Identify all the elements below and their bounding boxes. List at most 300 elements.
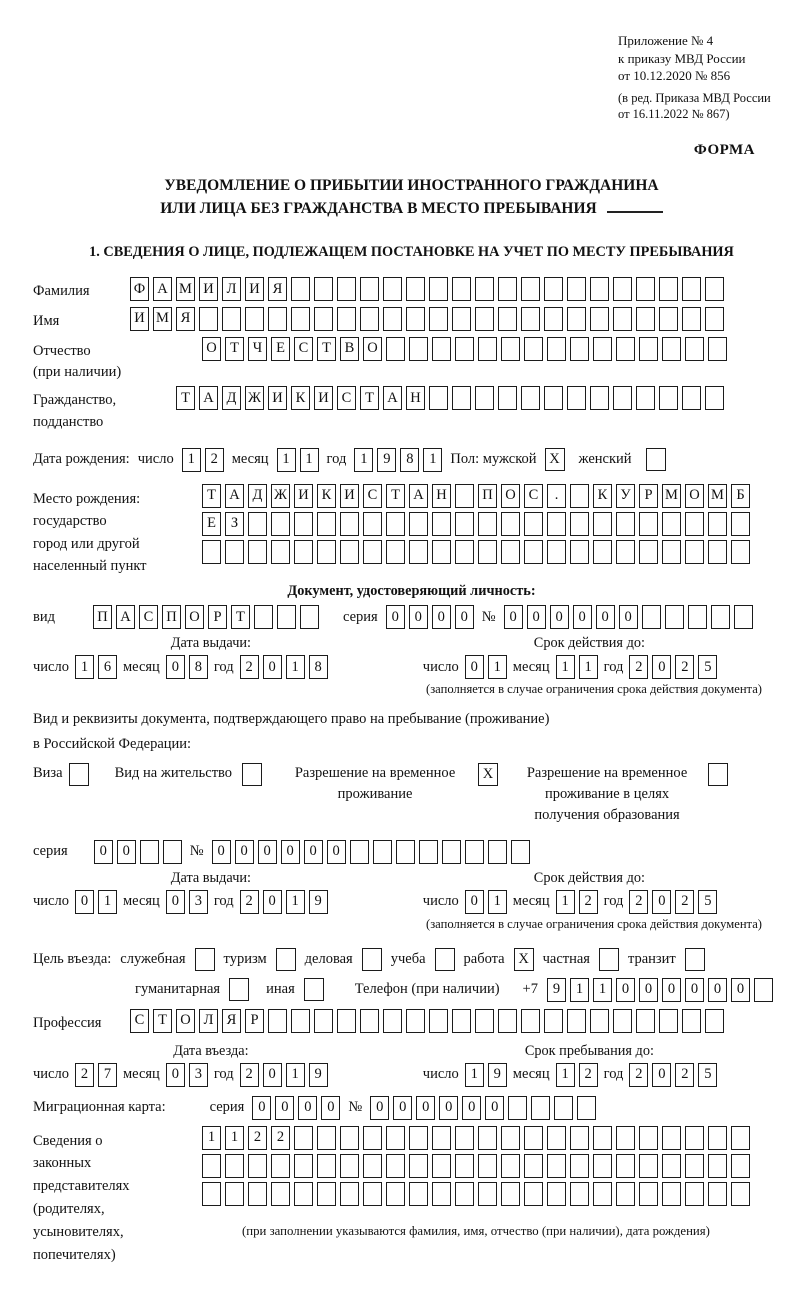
char-cell[interactable] [708,512,727,536]
char-cell[interactable] [708,1126,727,1150]
purpose-private-checkbox[interactable] [599,948,619,971]
char-cell[interactable] [363,1154,382,1178]
char-cell[interactable] [705,307,724,331]
char-cell[interactable]: 0 [304,840,323,864]
char-cell[interactable]: С [139,605,158,629]
char-cell[interactable] [665,605,684,629]
char-cell[interactable] [593,337,612,361]
res-number-boxes[interactable] [212,840,530,864]
char-cell[interactable]: С [130,1009,149,1033]
char-cell[interactable]: Т [386,484,405,508]
char-cell[interactable] [271,540,290,564]
char-cell[interactable]: 0 [550,605,569,629]
char-cell[interactable] [662,1126,681,1150]
char-cell[interactable]: А [116,605,135,629]
char-cell[interactable] [705,386,724,410]
char-cell[interactable]: 9 [488,1063,507,1087]
char-cell[interactable] [590,307,609,331]
char-cell[interactable] [225,540,244,564]
char-cell[interactable]: Т [176,386,195,410]
char-cell[interactable]: 2 [240,890,259,914]
char-cell[interactable] [455,1154,474,1178]
citizenship-boxes[interactable] [176,386,724,410]
patronymic-boxes[interactable] [202,337,727,361]
char-cell[interactable]: 1 [488,890,507,914]
char-cell[interactable] [277,605,296,629]
char-cell[interactable] [708,1182,727,1206]
char-cell[interactable] [386,1154,405,1178]
char-cell[interactable] [593,540,612,564]
char-cell[interactable]: 0 [212,840,231,864]
char-cell[interactable]: 0 [639,978,658,1002]
char-cell[interactable]: 1 [202,1126,221,1150]
char-cell[interactable] [248,540,267,564]
char-cell[interactable]: У [616,484,635,508]
char-cell[interactable] [636,386,655,410]
char-cell[interactable] [268,307,287,331]
char-cell[interactable] [567,307,586,331]
char-cell[interactable] [616,540,635,564]
char-cell[interactable] [419,840,438,864]
char-cell[interactable] [708,540,727,564]
char-cell[interactable] [590,386,609,410]
temp-residence-edu-checkbox[interactable] [708,763,728,786]
char-cell[interactable]: К [593,484,612,508]
char-cell[interactable]: М [153,307,172,331]
purpose-study-checkbox[interactable] [435,948,455,971]
char-cell[interactable] [245,307,264,331]
char-cell[interactable] [314,307,333,331]
char-cell[interactable]: 0 [298,1096,317,1120]
char-cell[interactable]: 1 [423,448,442,472]
birth-place-line1-boxes[interactable] [202,484,750,508]
given-name-boxes[interactable] [130,307,724,331]
char-cell[interactable]: О [685,484,704,508]
char-cell[interactable] [554,1096,573,1120]
char-cell[interactable]: Т [317,337,336,361]
char-cell[interactable] [705,1009,724,1033]
char-cell[interactable] [248,1154,267,1178]
char-cell[interactable] [498,277,517,301]
char-cell[interactable]: 0 [263,1063,282,1087]
purpose-transit-checkbox[interactable] [685,948,705,971]
mc-series-boxes[interactable] [252,1096,340,1120]
char-cell[interactable] [478,540,497,564]
char-cell[interactable] [452,277,471,301]
char-cell[interactable] [688,605,707,629]
doc-expiry-year-boxes[interactable] [629,655,717,679]
char-cell[interactable] [294,512,313,536]
char-cell[interactable] [268,1009,287,1033]
char-cell[interactable] [498,386,517,410]
char-cell[interactable] [337,277,356,301]
char-cell[interactable]: Ч [248,337,267,361]
char-cell[interactable] [731,1126,750,1150]
char-cell[interactable]: М [662,484,681,508]
char-cell[interactable] [248,1182,267,1206]
char-cell[interactable] [685,337,704,361]
char-cell[interactable]: 2 [675,1063,694,1087]
res-expiry-year-boxes[interactable] [629,890,717,914]
doc-number-boxes[interactable] [504,605,753,629]
char-cell[interactable]: М [176,277,195,301]
char-cell[interactable] [593,1126,612,1150]
char-cell[interactable]: 0 [117,840,136,864]
char-cell[interactable]: 0 [455,605,474,629]
char-cell[interactable] [501,1154,520,1178]
char-cell[interactable]: 2 [75,1063,94,1087]
char-cell[interactable]: 0 [662,978,681,1002]
char-cell[interactable]: 1 [286,655,305,679]
doc-expiry-month-boxes[interactable] [556,655,598,679]
char-cell[interactable]: Я [222,1009,241,1033]
char-cell[interactable] [590,1009,609,1033]
char-cell[interactable]: 2 [579,1063,598,1087]
char-cell[interactable]: 0 [652,890,671,914]
char-cell[interactable]: 2 [205,448,224,472]
char-cell[interactable]: 1 [286,890,305,914]
char-cell[interactable]: 2 [579,890,598,914]
purpose-other-checkbox[interactable] [304,978,324,1001]
char-cell[interactable] [524,512,543,536]
legal-reps-line2-boxes[interactable] [202,1154,750,1178]
char-cell[interactable] [455,540,474,564]
char-cell[interactable] [271,1182,290,1206]
char-cell[interactable] [360,277,379,301]
char-cell[interactable] [682,307,701,331]
char-cell[interactable]: 1 [593,978,612,1002]
char-cell[interactable]: 0 [263,655,282,679]
char-cell[interactable]: Ф [130,277,149,301]
char-cell[interactable] [432,540,451,564]
char-cell[interactable] [475,1009,494,1033]
char-cell[interactable]: 0 [94,840,113,864]
char-cell[interactable] [616,1182,635,1206]
char-cell[interactable] [547,337,566,361]
char-cell[interactable] [360,1009,379,1033]
char-cell[interactable] [475,277,494,301]
char-cell[interactable]: 9 [377,448,396,472]
char-cell[interactable]: 0 [281,840,300,864]
sex-male-checkbox[interactable]: X [545,448,565,471]
legal-reps-line3-boxes[interactable] [202,1182,750,1206]
char-cell[interactable] [432,1154,451,1178]
char-cell[interactable] [478,512,497,536]
char-cell[interactable] [521,307,540,331]
char-cell[interactable]: 0 [386,605,405,629]
residence-permit-checkbox[interactable] [242,763,262,786]
char-cell[interactable]: 0 [327,840,346,864]
char-cell[interactable]: 0 [166,890,185,914]
char-cell[interactable]: 1 [300,448,319,472]
char-cell[interactable]: Т [231,605,250,629]
char-cell[interactable]: 0 [596,605,615,629]
char-cell[interactable] [317,1126,336,1150]
char-cell[interactable] [455,1182,474,1206]
char-cell[interactable] [570,540,589,564]
char-cell[interactable]: 1 [225,1126,244,1150]
char-cell[interactable]: П [478,484,497,508]
char-cell[interactable] [409,337,428,361]
char-cell[interactable] [340,1154,359,1178]
char-cell[interactable]: 1 [488,655,507,679]
doc-issue-month-boxes[interactable] [166,655,208,679]
char-cell[interactable] [501,540,520,564]
char-cell[interactable]: 5 [698,890,717,914]
char-cell[interactable]: 0 [275,1096,294,1120]
char-cell[interactable] [455,337,474,361]
char-cell[interactable] [544,1009,563,1033]
char-cell[interactable] [731,512,750,536]
doc-series-boxes[interactable] [386,605,474,629]
char-cell[interactable] [478,1154,497,1178]
char-cell[interactable] [570,337,589,361]
char-cell[interactable]: 9 [547,978,566,1002]
doc-expiry-day-boxes[interactable] [465,655,507,679]
char-cell[interactable] [475,386,494,410]
char-cell[interactable] [659,277,678,301]
char-cell[interactable] [662,512,681,536]
char-cell[interactable] [498,1009,517,1033]
char-cell[interactable]: Т [225,337,244,361]
char-cell[interactable]: 1 [556,890,575,914]
char-cell[interactable] [317,1182,336,1206]
char-cell[interactable]: И [199,277,218,301]
char-cell[interactable] [452,386,471,410]
char-cell[interactable]: Е [202,512,221,536]
char-cell[interactable] [567,386,586,410]
char-cell[interactable]: 0 [393,1096,412,1120]
char-cell[interactable] [373,840,392,864]
char-cell[interactable]: О [176,1009,195,1033]
char-cell[interactable] [613,277,632,301]
char-cell[interactable]: С [294,337,313,361]
char-cell[interactable]: 0 [485,1096,504,1120]
char-cell[interactable]: Ж [271,484,290,508]
char-cell[interactable] [291,307,310,331]
char-cell[interactable]: 0 [616,978,635,1002]
char-cell[interactable] [199,307,218,331]
char-cell[interactable]: 1 [556,655,575,679]
char-cell[interactable] [442,840,461,864]
char-cell[interactable] [488,840,507,864]
doc-issue-year-boxes[interactable] [240,655,328,679]
char-cell[interactable] [685,512,704,536]
char-cell[interactable] [662,337,681,361]
res-issue-day-boxes[interactable] [75,890,117,914]
char-cell[interactable] [291,277,310,301]
char-cell[interactable]: О [501,484,520,508]
res-expiry-day-boxes[interactable] [465,890,507,914]
char-cell[interactable]: 2 [675,890,694,914]
char-cell[interactable] [734,605,753,629]
char-cell[interactable] [300,605,319,629]
char-cell[interactable]: 0 [731,978,750,1002]
char-cell[interactable] [409,1154,428,1178]
char-cell[interactable]: К [317,484,336,508]
char-cell[interactable]: 0 [465,655,484,679]
char-cell[interactable]: 0 [652,1063,671,1087]
char-cell[interactable]: 2 [629,1063,648,1087]
char-cell[interactable] [659,386,678,410]
char-cell[interactable] [524,337,543,361]
char-cell[interactable] [383,277,402,301]
char-cell[interactable] [350,840,369,864]
char-cell[interactable]: Б [731,484,750,508]
entry-day-boxes[interactable] [75,1063,117,1087]
char-cell[interactable]: А [409,484,428,508]
char-cell[interactable]: 0 [416,1096,435,1120]
char-cell[interactable] [593,512,612,536]
char-cell[interactable] [544,277,563,301]
char-cell[interactable] [524,540,543,564]
char-cell[interactable] [616,337,635,361]
char-cell[interactable]: 6 [98,655,117,679]
char-cell[interactable] [567,1009,586,1033]
char-cell[interactable] [708,337,727,361]
char-cell[interactable] [754,978,773,1002]
char-cell[interactable] [452,1009,471,1033]
char-cell[interactable] [731,1154,750,1178]
char-cell[interactable] [475,307,494,331]
char-cell[interactable]: И [294,484,313,508]
char-cell[interactable] [429,386,448,410]
char-cell[interactable]: А [153,277,172,301]
char-cell[interactable] [294,1126,313,1150]
char-cell[interactable] [639,1126,658,1150]
char-cell[interactable] [432,337,451,361]
char-cell[interactable]: 2 [271,1126,290,1150]
char-cell[interactable] [531,1096,550,1120]
char-cell[interactable] [685,1126,704,1150]
char-cell[interactable] [544,307,563,331]
char-cell[interactable]: 1 [277,448,296,472]
char-cell[interactable]: Я [176,307,195,331]
purpose-humanitarian-checkbox[interactable] [229,978,249,1001]
char-cell[interactable] [202,540,221,564]
char-cell[interactable]: 1 [286,1063,305,1087]
char-cell[interactable]: 5 [698,1063,717,1087]
char-cell[interactable]: Е [271,337,290,361]
char-cell[interactable] [508,1096,527,1120]
char-cell[interactable]: 5 [698,655,717,679]
char-cell[interactable] [613,386,632,410]
char-cell[interactable] [409,512,428,536]
char-cell[interactable] [570,484,589,508]
char-cell[interactable]: Т [360,386,379,410]
char-cell[interactable] [682,277,701,301]
char-cell[interactable] [662,1154,681,1178]
char-cell[interactable] [406,307,425,331]
char-cell[interactable] [271,1154,290,1178]
char-cell[interactable]: 8 [309,655,328,679]
char-cell[interactable]: 0 [75,890,94,914]
purpose-official-checkbox[interactable] [195,948,215,971]
char-cell[interactable] [409,1182,428,1206]
char-cell[interactable] [708,1154,727,1178]
res-expiry-month-boxes[interactable] [556,890,598,914]
char-cell[interactable] [383,1009,402,1033]
char-cell[interactable]: 9 [309,1063,328,1087]
entry-year-boxes[interactable] [240,1063,328,1087]
char-cell[interactable] [340,1182,359,1206]
char-cell[interactable]: 0 [573,605,592,629]
char-cell[interactable]: М [708,484,727,508]
char-cell[interactable] [406,1009,425,1033]
char-cell[interactable] [547,512,566,536]
visa-checkbox[interactable] [69,763,89,786]
char-cell[interactable]: Д [248,484,267,508]
char-cell[interactable] [163,840,182,864]
char-cell[interactable] [685,540,704,564]
char-cell[interactable]: 9 [309,890,328,914]
char-cell[interactable]: О [202,337,221,361]
char-cell[interactable] [409,1126,428,1150]
char-cell[interactable] [429,307,448,331]
char-cell[interactable] [340,512,359,536]
char-cell[interactable] [636,277,655,301]
char-cell[interactable] [524,1182,543,1206]
char-cell[interactable]: С [363,484,382,508]
char-cell[interactable] [682,1009,701,1033]
char-cell[interactable] [570,1126,589,1150]
char-cell[interactable] [363,540,382,564]
char-cell[interactable] [363,512,382,536]
char-cell[interactable] [225,1154,244,1178]
char-cell[interactable] [616,1126,635,1150]
surname-boxes[interactable] [130,277,724,301]
char-cell[interactable] [639,1182,658,1206]
char-cell[interactable]: 0 [462,1096,481,1120]
char-cell[interactable] [501,1182,520,1206]
char-cell[interactable]: Я [268,277,287,301]
char-cell[interactable] [248,512,267,536]
char-cell[interactable] [613,1009,632,1033]
char-cell[interactable]: 0 [527,605,546,629]
char-cell[interactable] [524,1154,543,1178]
char-cell[interactable] [521,386,540,410]
char-cell[interactable]: 1 [556,1063,575,1087]
purpose-work-checkbox[interactable]: X [514,948,534,971]
char-cell[interactable] [567,277,586,301]
char-cell[interactable]: И [314,386,333,410]
char-cell[interactable] [636,307,655,331]
phone-boxes[interactable] [547,978,773,1002]
char-cell[interactable] [478,1182,497,1206]
char-cell[interactable] [337,1009,356,1033]
char-cell[interactable] [432,512,451,536]
char-cell[interactable] [455,484,474,508]
legal-reps-line1-boxes[interactable] [202,1126,750,1150]
char-cell[interactable] [294,540,313,564]
doc-issue-day-boxes[interactable] [75,655,117,679]
char-cell[interactable] [271,512,290,536]
char-cell[interactable]: Д [222,386,241,410]
doc-kind-boxes[interactable] [93,605,319,629]
char-cell[interactable]: Р [639,484,658,508]
char-cell[interactable] [386,540,405,564]
char-cell[interactable]: 0 [619,605,638,629]
char-cell[interactable] [570,1182,589,1206]
char-cell[interactable] [396,840,415,864]
mc-number-boxes[interactable] [370,1096,596,1120]
stay-day-boxes[interactable] [465,1063,507,1087]
char-cell[interactable]: Т [202,484,221,508]
char-cell[interactable]: 1 [354,448,373,472]
char-cell[interactable] [511,840,530,864]
res-series-boxes[interactable] [94,840,182,864]
stay-month-boxes[interactable] [556,1063,598,1087]
